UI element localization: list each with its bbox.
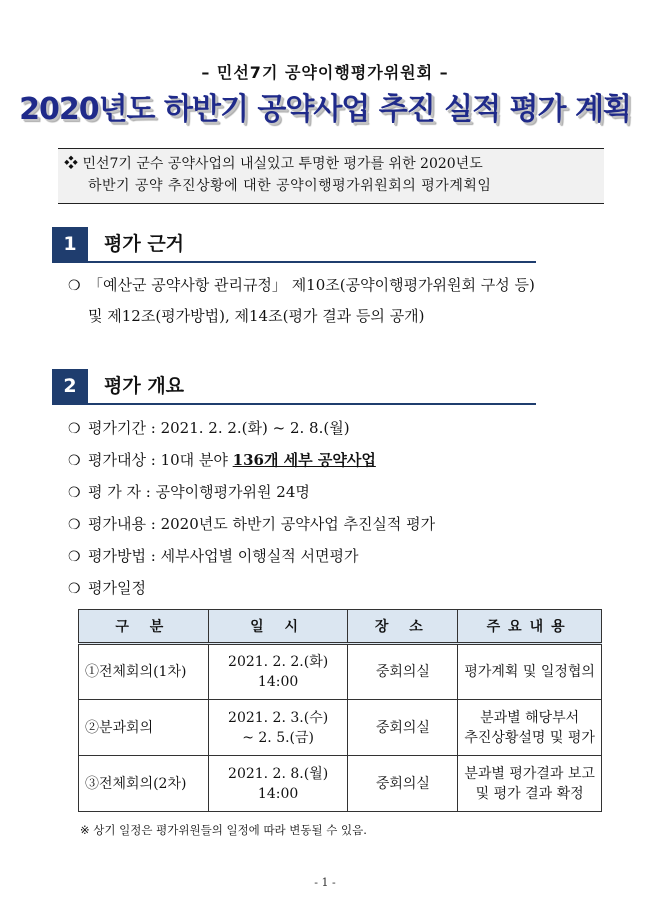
row-content-line: 분과별 해당부서 xyxy=(480,709,580,726)
overview-label: 평가대상 xyxy=(88,451,146,469)
circle-bullet-icon: ❍ xyxy=(68,421,81,437)
section-1-title: 평가 근거 xyxy=(104,233,185,255)
overview-label: 평가내용 xyxy=(88,515,146,533)
row-content xyxy=(458,644,602,700)
row-place: 중회의실 xyxy=(348,644,458,700)
row-time: ~ 2. 5.(금) xyxy=(242,729,314,746)
overview-value: 10대 분야 xyxy=(160,451,233,469)
overview-item xyxy=(68,482,310,503)
overview-item xyxy=(68,546,358,567)
schedule-note: ※ 상기 일정은 평가위원들의 일정에 따라 변동될 수 있음. xyxy=(80,823,367,837)
document-title: 2020년도 하반기 공약사업 추진 실적 평가 계획 xyxy=(19,92,631,127)
overview-item xyxy=(68,514,435,535)
diamond-bullet-icon: ❖ xyxy=(64,156,78,172)
row-content xyxy=(458,756,602,812)
table-header-row xyxy=(79,610,602,644)
overview-separator: : xyxy=(145,451,161,469)
overview-value-emphasis: 136개 세부 공약사업 xyxy=(232,451,376,469)
circle-bullet-icon: ❍ xyxy=(68,517,81,533)
section-2-number: 2 xyxy=(52,369,88,403)
row-place: 중회의실 xyxy=(348,700,458,756)
row-date: 2021. 2. 8.(월) xyxy=(228,765,329,782)
section-1-bullet xyxy=(68,275,535,296)
row-date: 2021. 2. 2.(화) xyxy=(228,654,329,670)
section-2-underline xyxy=(52,403,536,405)
section-2-title: 평가 개요 xyxy=(104,375,185,397)
row-time: 14:00 xyxy=(257,785,299,802)
row-content-line: 및 평가 결과 확정 xyxy=(475,785,584,802)
overview-label: 평 가 자 xyxy=(88,483,142,501)
row-name: ①전체회의(1차) xyxy=(79,644,209,700)
schedule-table xyxy=(78,609,602,812)
overview-label: 평가일정 xyxy=(88,579,146,597)
circle-bullet-icon: ❍ xyxy=(68,581,81,597)
row-content-line: 추진상황설명 및 평가 xyxy=(464,729,595,746)
header-datetime: 일 시 xyxy=(208,610,348,644)
overview-separator: : xyxy=(145,419,161,437)
row-content-line: 평가계획 및 일정협의 xyxy=(464,664,595,680)
overview-separator: : xyxy=(145,547,161,565)
section-1-underline xyxy=(52,261,536,263)
summary-box xyxy=(58,148,604,204)
overview-separator: : xyxy=(145,515,161,533)
header-place: 장 소 xyxy=(348,610,458,644)
section-1-number: 1 xyxy=(52,227,88,261)
table-row xyxy=(79,700,602,756)
circle-bullet-icon: ❍ xyxy=(68,549,81,565)
overview-item xyxy=(68,418,350,439)
overview-value: 2021. 2. 2.(화) ~ 2. 8.(월) xyxy=(160,419,350,437)
circle-bullet-icon: ❍ xyxy=(68,278,81,294)
page-number: - 1 - xyxy=(314,876,336,889)
row-date: 2021. 2. 3.(수) xyxy=(228,709,329,726)
overview-label: 평가방법 xyxy=(88,547,146,565)
row-datetime xyxy=(208,644,348,700)
overview-label: 평가기간 xyxy=(88,419,146,437)
row-datetime xyxy=(208,700,348,756)
section-1-text-2: 및 제12조(평가방법), 제14조(평가 결과 등의 공개) xyxy=(88,307,425,325)
overview-value: 세부사업별 이행실적 서면평가 xyxy=(160,547,359,565)
row-time: 14:00 xyxy=(257,674,299,690)
row-name: ③전체회의(2차) xyxy=(79,756,209,812)
summary-text-1: 민선7기 군수 공약사업의 내실있고 투명한 평가를 위한 2020년도 xyxy=(82,156,483,172)
row-content xyxy=(458,700,602,756)
row-name: ②분과회의 xyxy=(79,700,209,756)
overview-separator: : xyxy=(141,483,156,501)
table-row xyxy=(79,756,602,812)
overview-item xyxy=(68,578,146,599)
header-category: 구 분 xyxy=(79,610,209,644)
summary-text-2: 하반기 공약 추진상황에 대한 공약이행평가위원회의 평가계획임 xyxy=(88,178,492,194)
section-1-text-1: 「예산군 공약사항 관리규정」 제10조(공약이행평가위원회 구성 등) xyxy=(88,276,535,294)
document-subtitle: – 민선7기 공약이행평가위원회 – xyxy=(201,63,449,82)
row-datetime xyxy=(208,756,348,812)
row-content-line: 분과별 평가결과 보고 xyxy=(464,765,595,782)
overview-item xyxy=(68,450,376,471)
summary-line-1 xyxy=(64,153,483,175)
row-place: 중회의실 xyxy=(348,756,458,812)
table-row xyxy=(79,644,602,700)
overview-value: 2020년도 하반기 공약사업 추진실적 평가 xyxy=(160,515,436,533)
header-content: 주요내용 xyxy=(458,610,602,644)
circle-bullet-icon: ❍ xyxy=(68,485,81,501)
circle-bullet-icon: ❍ xyxy=(68,453,81,469)
overview-value: 공약이행평가위원 24명 xyxy=(155,483,310,501)
